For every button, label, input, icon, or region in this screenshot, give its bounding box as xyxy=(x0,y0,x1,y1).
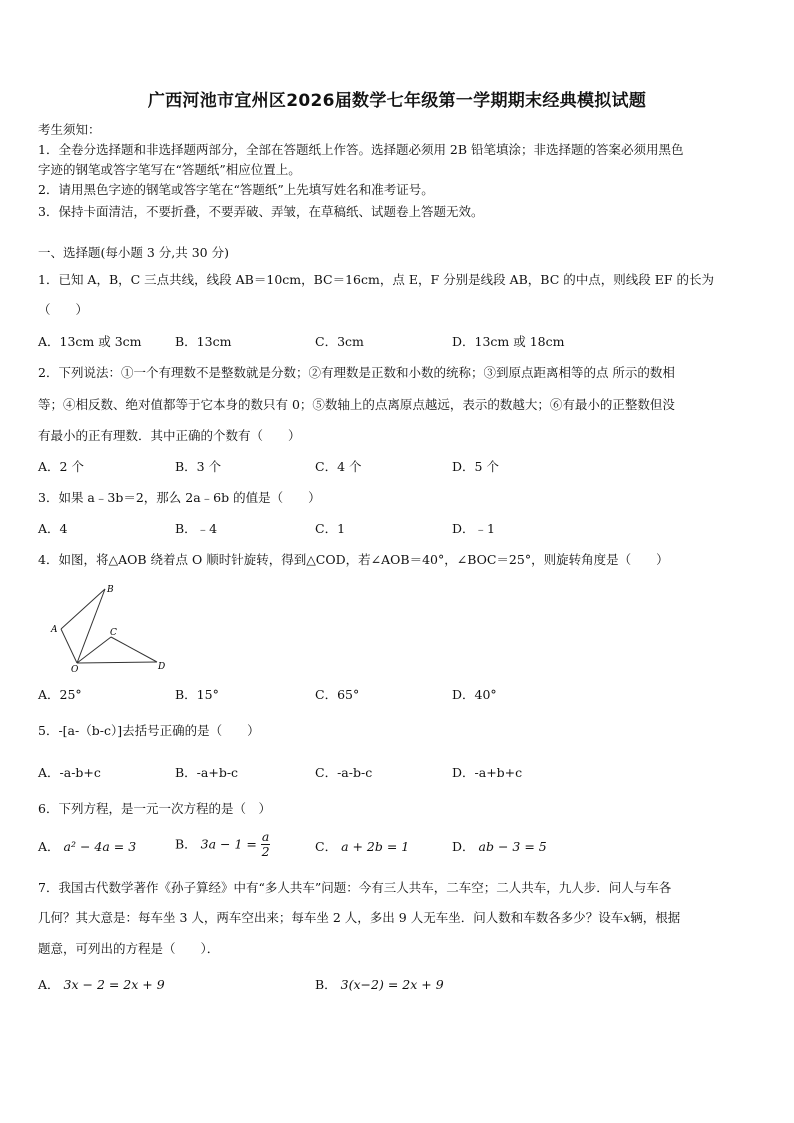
point-label-b: B xyxy=(107,585,114,595)
q6-option-d-label: D． xyxy=(452,839,475,854)
q6-option-c xyxy=(315,838,409,856)
q1-option-c: C．3cm xyxy=(315,334,364,349)
q3-option-a: A．4 xyxy=(38,521,68,536)
segment-cd xyxy=(111,637,157,662)
fraction-numerator: a xyxy=(261,829,270,844)
q6-option-d xyxy=(452,838,547,856)
q6-option-a xyxy=(38,838,136,856)
fraction-denominator: 2 xyxy=(261,844,270,859)
q4-option-d: D．40° xyxy=(452,687,497,702)
q3-option-c: C．1 xyxy=(315,521,346,536)
q2-stem-line-1: 2．下列说法：①一个有理数不是整数就是分数；②有理数是正数和小数的统称；③到原点距离相等的点 所示的数相 xyxy=(38,365,675,380)
q1-option-b: B．13cm xyxy=(175,334,232,349)
q1-stem-line-1: 1．已知 A，B，C 三点共线，线段 AB＝10cm，BC＝16cm，点 E，F 分别是线段 AB，BC 的中点，则线段 EF 的长为 xyxy=(38,272,714,287)
notice-line-1b: 字迹的钢笔或答字笔写在“答题纸”相应位置上。 xyxy=(38,162,301,177)
q3-option-b: B．﹣4 xyxy=(175,521,218,536)
q2-stem-line-3: 有最小的正有理数．其中正确的个数有（ ） xyxy=(38,428,301,443)
point-label-a: A xyxy=(51,625,58,635)
q6-stem: 6．下列方程，是一元一次方程的是（ ） xyxy=(38,801,271,816)
q5-option-a: A．-a-b+c xyxy=(38,765,101,780)
point-label-o: O xyxy=(71,665,79,675)
q7-variable-x: x xyxy=(623,910,631,925)
q4-option-b: B．15° xyxy=(175,687,219,702)
q1-option-d: D．13cm 或 18cm xyxy=(452,334,565,349)
q6-option-b-equation: 3a − 1 = xyxy=(200,836,257,852)
q6-option-a-label: A． xyxy=(38,839,60,854)
segment-oa xyxy=(61,629,77,663)
q2-option-d: D．5 个 xyxy=(452,459,499,474)
q4-option-a: A．25° xyxy=(38,687,82,702)
q5-option-b: B．-a+b-c xyxy=(175,765,239,780)
point-label-d: D xyxy=(158,662,166,672)
page-title: 广西河池市宜州区2026届数学七年级第一学期期末经典模拟试题 xyxy=(147,91,647,111)
notice-line-1: 1．全卷分选择题和非选择题两部分，全部在答题纸上作答。选择题必须用 2B 铅笔填涂；非选择题的答案必须用黑色 xyxy=(38,142,684,157)
q6-option-a-equation: a² − 4a = 3 xyxy=(63,839,137,854)
notice-line-2: 2．请用黑色字迹的钢笔或答字笔在“答题纸”上先填写姓名和准考证号。 xyxy=(38,182,434,197)
notice-line-3: 3．保持卡面清洁，不要折叠，不要弄破、弄皱，在草稿纸、试题卷上答题无效。 xyxy=(38,204,484,219)
q6-option-b-label: B． xyxy=(175,836,197,852)
q7-option-b-equation: 3(x−2) = 2x + 9 xyxy=(340,977,444,992)
q6-option-c-equation: a + 2b = 1 xyxy=(341,839,410,854)
q4-rotation-figure xyxy=(46,581,176,675)
q1-stem-line-2: （ ） xyxy=(38,302,89,317)
section-heading: 一、选择题(每小题 3 分,共 30 分) xyxy=(38,245,229,260)
q6-option-d-equation: ab − 3 = 5 xyxy=(478,839,547,854)
q2-option-c: C．4 个 xyxy=(315,459,362,474)
q7-option-a xyxy=(38,976,165,994)
q4-stem: 4．如图，将△AOB 绕着点 O 顺时针旋转，得到△COD，若∠AOB＝40°，∠BOC＝25°，则旋转角度是（ ） xyxy=(38,552,669,567)
q7-stem-line-1: 7．我国古代数学著作《孙子算经》中有“多人共车”问题：今有三人共车，二车空；二人共车，九人步．问人与车各 xyxy=(38,880,672,895)
q3-option-d: D．﹣1 xyxy=(452,521,495,536)
q6-option-c-label: C． xyxy=(315,839,338,854)
q7-stem-line-2-end: 辆，根据 xyxy=(630,910,681,925)
segment-od xyxy=(77,662,157,663)
q3-stem: 3．如果 a﹣3b＝2，那么 2a﹣6b 的值是（ ） xyxy=(38,490,321,505)
q2-option-a: A．2 个 xyxy=(38,459,84,474)
segment-ab xyxy=(61,589,105,629)
q7-option-a-equation: 3x − 2 = 2x + 9 xyxy=(63,977,165,992)
notice-heading: 考生须知： xyxy=(38,122,101,137)
q5-option-d: D．-a+b+c xyxy=(452,765,523,780)
q7-option-a-label: A． xyxy=(38,977,60,992)
q6-option-b xyxy=(175,830,270,859)
q5-option-c: C．-a-b-c xyxy=(315,765,373,780)
q2-option-b: B．3 个 xyxy=(175,459,222,474)
q7-option-b xyxy=(315,976,444,994)
q7-stem-line-2-text: 几何？其大意是：每车坐 3 人，两车空出来；每车坐 2 人，多出 9 人无车坐．问人数和车数各多少？设车 xyxy=(38,910,624,925)
q7-stem-line-2 xyxy=(38,909,680,927)
q5-stem: 5．-[a-（b-c）]去括号正确的是（ ） xyxy=(38,723,260,738)
q1-option-a: A．13cm 或 3cm xyxy=(38,334,142,349)
q2-stem-line-2: 等；④相反数、绝对值都等于它本身的数只有 0；⑤数轴上的点离原点越远，表示的数越大；⑥有最小的正整数但没 xyxy=(38,397,675,412)
q7-option-b-label: B． xyxy=(315,977,337,992)
q7-stem-line-3: 题意，可列出的方程是（ ）． xyxy=(38,941,220,956)
point-label-c: C xyxy=(110,628,117,638)
q4-option-c: C．65° xyxy=(315,687,360,702)
q6-option-b-fraction xyxy=(261,830,270,859)
